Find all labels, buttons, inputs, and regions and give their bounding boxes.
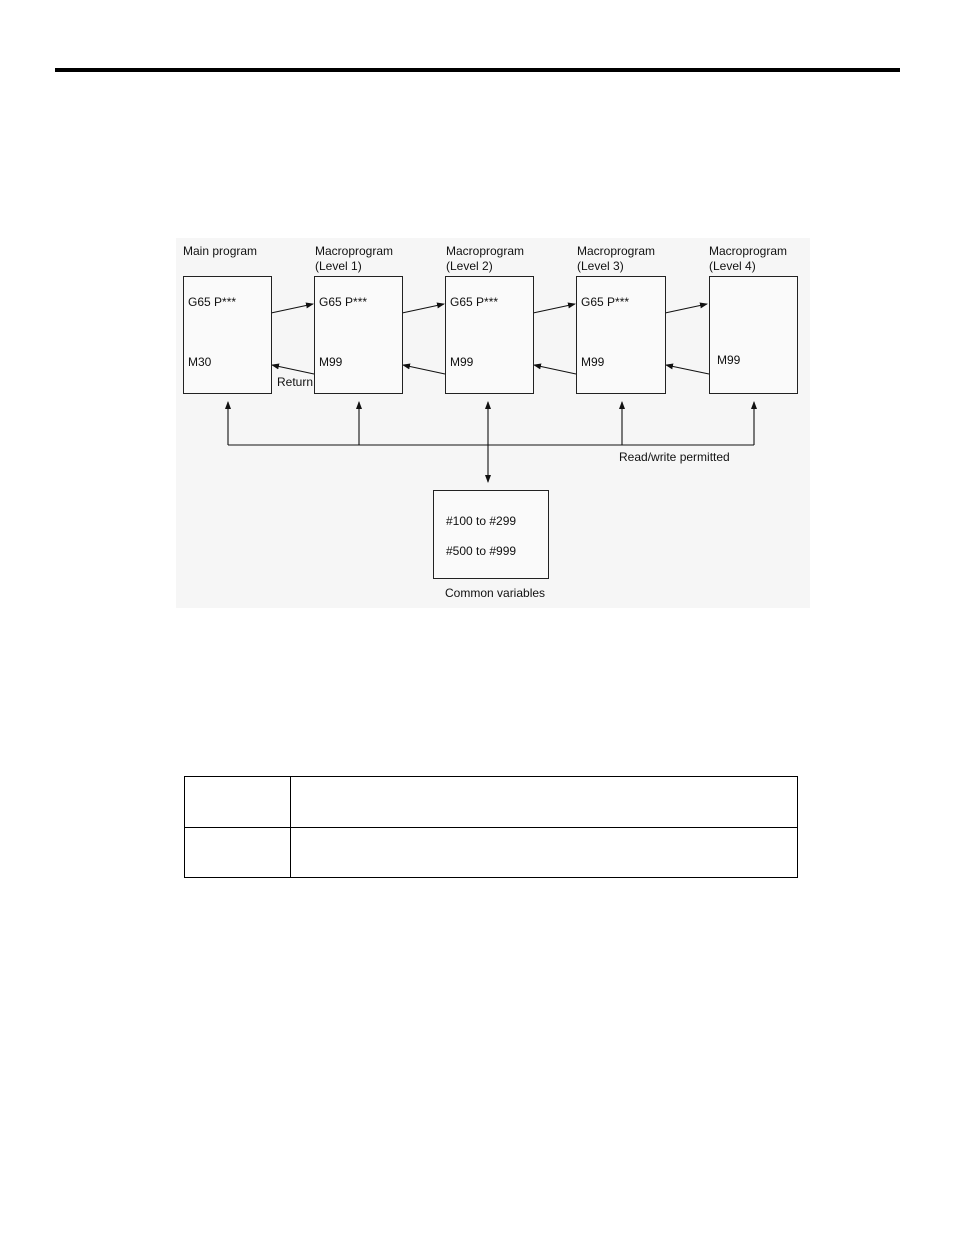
call-arrow-3 — [533, 304, 575, 313]
table-column-divider — [290, 777, 291, 877]
call-arrow-4 — [665, 304, 707, 313]
header-level-3: Macroprogram (Level 3) — [577, 244, 656, 273]
return-arrow-4 — [666, 365, 709, 374]
header-level-2: Macroprogram (Level 2) — [446, 244, 525, 273]
call-code: G65 P*** — [319, 295, 368, 309]
call-code: G65 P*** — [450, 295, 499, 309]
variable-range-1: #100 to #299 — [446, 514, 517, 528]
end-code: M99 — [319, 355, 343, 369]
call-code: G65 P*** — [188, 295, 237, 309]
box-main-program — [183, 276, 272, 394]
return-label: Return — [277, 375, 314, 389]
end-code: M30 — [188, 355, 212, 369]
return-arrow-2 — [403, 365, 445, 374]
end-code: M99 — [717, 353, 741, 367]
return-arrow-3 — [534, 365, 576, 374]
call-code: G65 P*** — [581, 295, 630, 309]
return-arrow-1 — [272, 365, 314, 374]
top-rule — [55, 68, 900, 72]
variable-range-2: #500 to #999 — [446, 544, 517, 558]
info-table — [184, 776, 798, 878]
table-row — [185, 777, 797, 828]
common-variables-box — [433, 490, 549, 579]
header-level-1: Macroprogram (Level 1) — [315, 244, 394, 273]
box-level-1 — [314, 276, 403, 394]
common-variables-caption: Common variables — [445, 586, 546, 600]
call-arrow-1 — [271, 304, 313, 313]
read-write-label: Read/write permitted — [619, 450, 730, 464]
table-row — [185, 827, 797, 877]
box-level-3 — [576, 276, 666, 394]
call-arrow-2 — [402, 304, 444, 313]
box-level-2 — [445, 276, 534, 394]
header-main-program: Main program — [183, 244, 258, 258]
end-code: M99 — [450, 355, 474, 369]
end-code: M99 — [581, 355, 605, 369]
box-level-4 — [709, 276, 798, 394]
header-level-4: Macroprogram (Level 4) — [709, 244, 788, 273]
macro-call-diagram — [176, 238, 810, 608]
